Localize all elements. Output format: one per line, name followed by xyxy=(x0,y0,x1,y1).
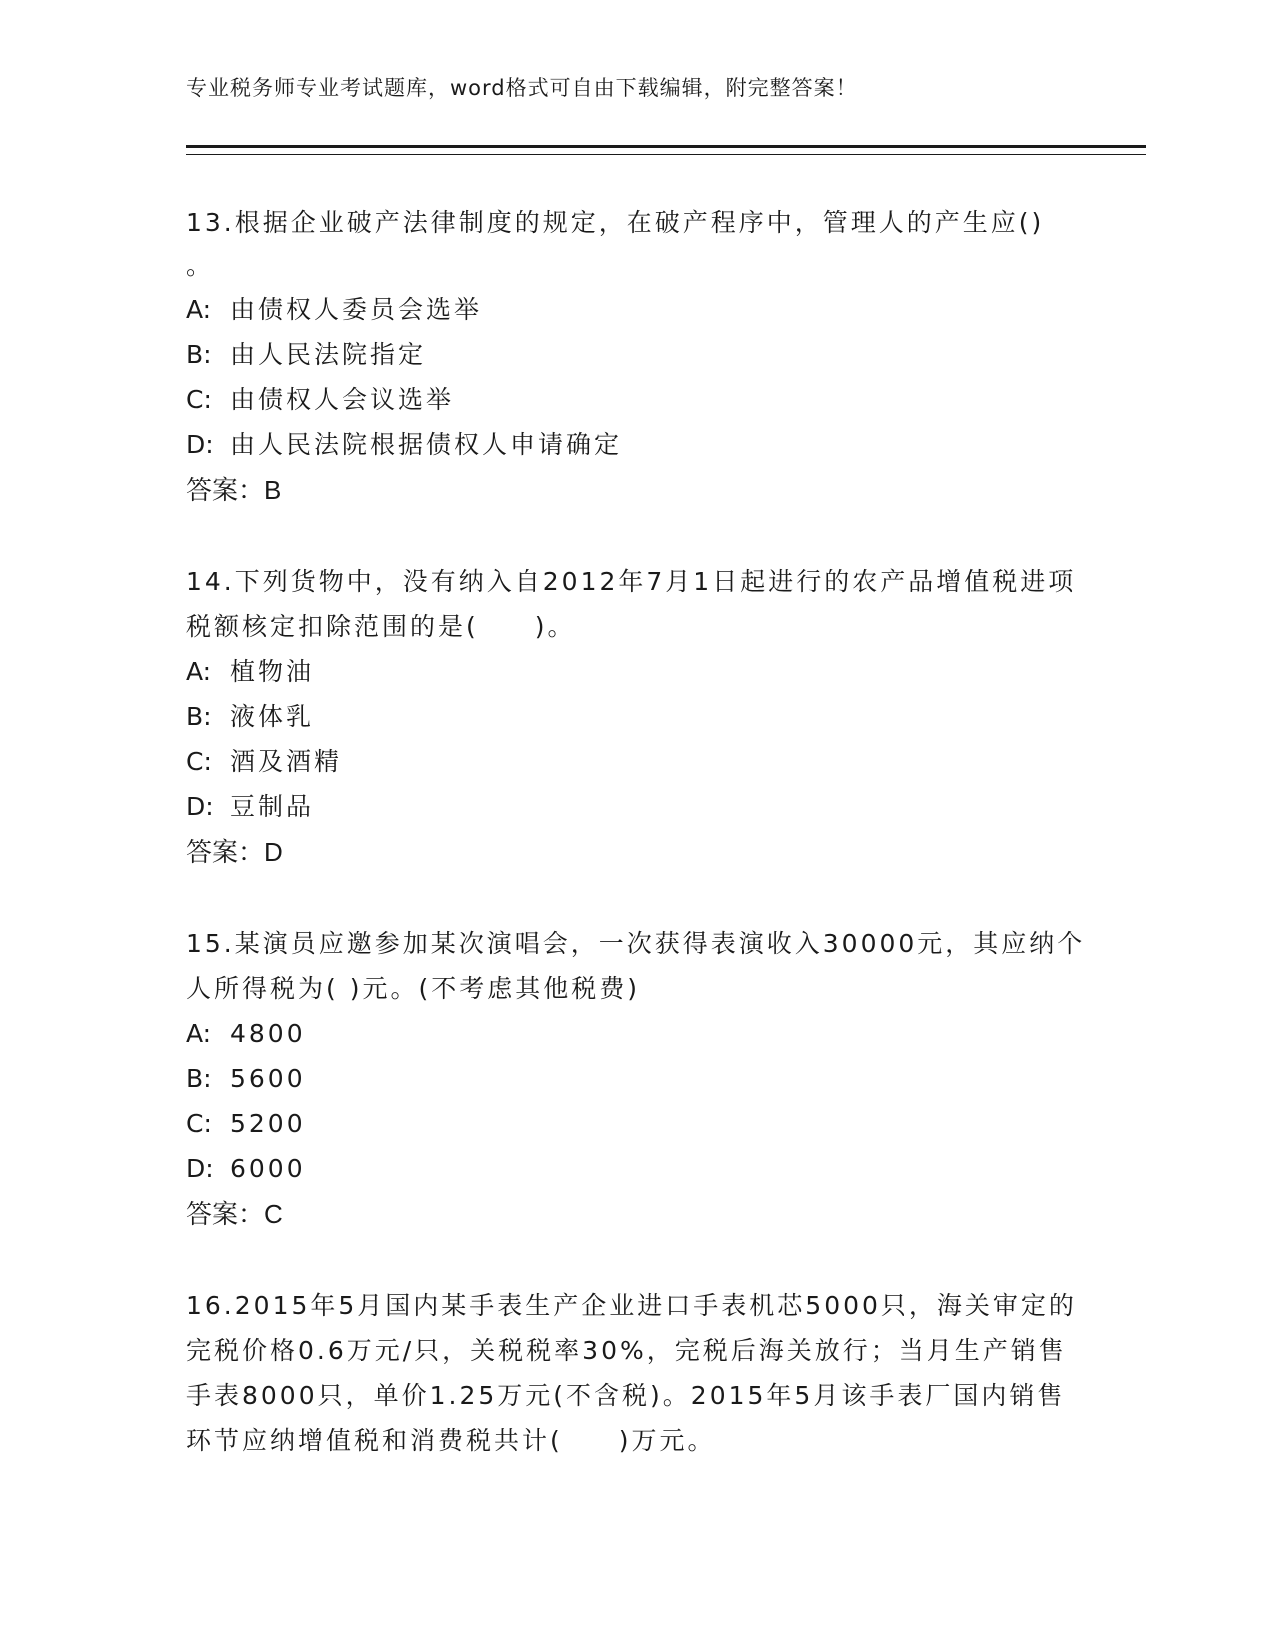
question-15 xyxy=(186,921,1086,1237)
option-letter: D: xyxy=(186,792,214,821)
option-text: 6000 xyxy=(230,1154,306,1183)
option-text: 由人民法院根据债权人申请确定 xyxy=(230,430,623,459)
option-text: 由债权人委员会选举 xyxy=(230,295,483,324)
option-letter: A: xyxy=(186,295,212,324)
option-text: 植物油 xyxy=(230,657,315,686)
option-d xyxy=(186,422,1086,467)
page-header: 专业税务师专业考试题库，word格式可自由下载编辑，附完整答案！ xyxy=(186,76,858,100)
option-text: 4800 xyxy=(230,1019,306,1048)
question-stem: 13.根据企业破产法律制度的规定，在破产程序中，管理人的产生应() xyxy=(186,208,1045,237)
option-c xyxy=(186,1101,1086,1146)
question-14 xyxy=(186,559,1086,875)
question-16 xyxy=(186,1283,1086,1463)
option-letter: B: xyxy=(186,1064,212,1093)
option-a xyxy=(186,287,1086,332)
option-letter: A: xyxy=(186,1019,212,1048)
option-text: 酒及酒精 xyxy=(230,747,343,776)
option-text: 5600 xyxy=(230,1064,306,1093)
answer: 答案：B xyxy=(186,475,282,505)
option-letter: C: xyxy=(186,385,212,414)
option-text: 由债权人会议选举 xyxy=(230,385,455,414)
option-b xyxy=(186,1056,1086,1101)
answer: 答案：D xyxy=(186,837,283,867)
option-letter: D: xyxy=(186,430,214,459)
option-c xyxy=(186,739,1086,784)
question-list xyxy=(186,200,1086,1509)
question-stem: 15.某演员应邀参加某次演唱会，一次获得表演收入30000元，其应纳个人所得税为( )元。(不考虑其他税费) xyxy=(186,929,1086,1003)
option-letter: C: xyxy=(186,747,212,776)
option-letter: B: xyxy=(186,340,212,369)
option-a xyxy=(186,649,1086,694)
option-a xyxy=(186,1011,1086,1056)
option-text: 液体乳 xyxy=(230,702,315,731)
option-d xyxy=(186,784,1086,829)
question-stem: 14.下列货物中，没有纳入自2012年7月1日起进行的农产品增值税进项税额核定扣除范围的是( )。 xyxy=(186,567,1077,641)
option-text: 5200 xyxy=(230,1109,306,1138)
option-text: 豆制品 xyxy=(230,792,315,821)
option-b xyxy=(186,694,1086,739)
option-text: 由人民法院指定 xyxy=(230,340,427,369)
option-letter: A: xyxy=(186,657,212,686)
option-letter: C: xyxy=(186,1109,212,1138)
option-letter: D: xyxy=(186,1154,214,1183)
option-b xyxy=(186,332,1086,377)
question-stem: 16.2015年5月国内某手表生产企业进口手表机芯5000只，海关审定的完税价格0.6万元/只，关税税率30%，完税后海关放行；当月生产销售手表8000只，单价1.25万元(不含税)。2015年5月该手表厂国内销售环节应纳增值税和消费税共计( )万元。 xyxy=(186,1291,1077,1455)
question-stem-tail: 。 xyxy=(186,251,212,280)
answer: 答案：C xyxy=(186,1199,283,1229)
option-letter: B: xyxy=(186,702,212,731)
option-c xyxy=(186,377,1086,422)
option-d xyxy=(186,1146,1086,1191)
question-13 xyxy=(186,200,1086,513)
header-divider xyxy=(186,145,1146,155)
